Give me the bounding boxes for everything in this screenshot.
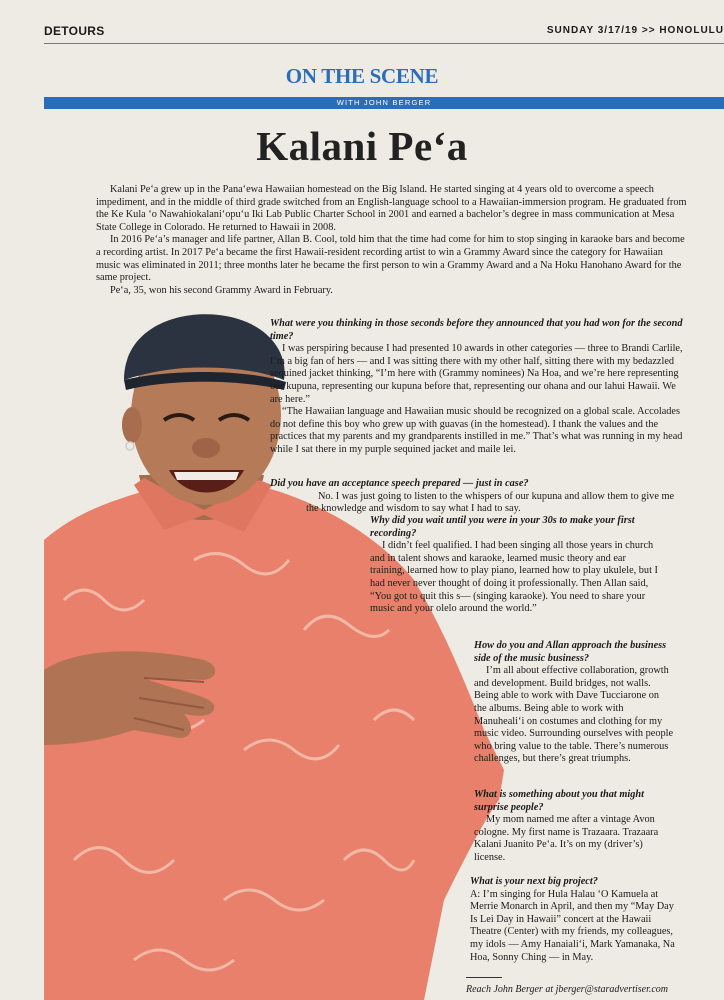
signoff-rule <box>466 977 502 978</box>
signoff: Reach John Berger at jberger@staradvertiser.com <box>466 984 669 995</box>
intro-paragraph: Pe‘a, 35, won his second Grammy Award in February. <box>110 284 333 296</box>
question: Did you have an acceptance speech prepared — just in case? <box>270 478 529 489</box>
qa-block <box>474 789 674 865</box>
intro-text <box>96 184 688 297</box>
header-rule <box>44 43 724 44</box>
intro-paragraph: In 2016 Pe‘a’s manager and life partner, Allan B. Cool, told him that the time had come for him to stop singing in karaoke bars and become a recording artist. In 2017 Pe‘a became the first Hawaii-resident recording artist to win a Grammy Award since the category for Hawaiian music was eliminated in 2011; three months later he became the first person to win a Grammy Award and a Na Hoku Hanohano Award for the same project. <box>96 234 685 284</box>
question: What is something about you that might surprise people? <box>474 789 644 813</box>
answer: My mom named me after a vintage Avon cologne. My first name is Trazaara. Trazaara Kalani Juanito Pe‘a. It’s on my (driver’s) license. <box>474 814 659 863</box>
qa-block <box>474 640 674 766</box>
intro-paragraph: Kalani Pe‘a grew up in the Pana‘ewa Hawaiian homestead on the Big Island. He started singing at 4 years old to overcome a speech impediment, and in the middle of third grade switched from an English-language school to a Hawaiian-immersion program. He graduated from the Ke Kula ‘o Nawahiokalani‘opu‘u Iki Lab Public Charter School in 2001 and earned a bachelor’s degree in mass communication at Mesa State College in Colorado. He returned to Hawaii in 2008. <box>96 184 687 233</box>
answer: I was perspiring because I had presented 10 awards in other categories — three to Brandi Carlile, I’m a big fan of hers — and I was sitting there with my other half, sitting there with my bedazzled sequined jacket thinking, “I’m here with (Grammy nominees) Na Hoa, and we’re here representing our kupuna, representing our kupuna before that, representing our ohana and our lahui Hawaii. We are here.” <box>270 343 683 405</box>
answer: No. I was just going to listen to the whispers of our kupuna and allow them to give me the knowledge and wisdom to say what I had to say. <box>306 490 675 515</box>
question: How do you and Allan approach the business side of the music business? <box>474 640 667 664</box>
answer: I didn’t feel qualified. I had been singing all those years in church and in talent shows and karaoke, learned music theory and ear training, learned how to play piano, learned how to play ukulele, but I had never never thought of doing it professionally. Then Allan said, “You got to quit this s— (singing karaoke). You need to share your music and your olelo around the world.” <box>370 540 658 615</box>
column-kicker: ON THE SCENE <box>285 64 439 88</box>
byline-bar: WITH JOHN BERGER <box>44 97 724 109</box>
answer: A: I’m singing for Hula Halau ‘O Kamuela at Merrie Monarch in April, and then my “May Day Is Lei Day in Hawaii” concert at the Hawaii Theatre (Center) with my friends, my colleagues, my idols — Amy Hanaiali‘i, Mark Yamanaka, Na Hoa, Sonny Ching — in May. <box>470 888 675 963</box>
dateline: SUNDAY 3/17/19 >> HONOLULU <box>546 25 724 36</box>
answer: I’m all about effective collaboration, growth and development. Build bridges, not walls. Being able to work with Dave Tucciarone on the albums. Being able to work with Manuheali‘i on costumes and clothing for my music video. Surrounding ourselves with people who bring value to the table. There’s numerous challenges, but there’s great triumphs. <box>474 665 674 765</box>
answer: “The Hawaiian language and Hawaiian music should be recognized on a global scale. Accolades do not define this boy who grew up with guavas (in the homestead). I thank the values and the practices that my parents and my grandparents instilled in me.” That’s what was running in my head while I sat there in my purple sequined jacket and maile lei. <box>270 406 683 455</box>
qa-block <box>370 515 660 616</box>
qa-block <box>270 318 688 457</box>
question: What is your next big project? <box>470 876 598 887</box>
headline: Kalani Pe‘a <box>256 123 468 169</box>
hand-on-chest <box>44 651 215 745</box>
qa-block <box>270 478 688 516</box>
question: Why did you wait until you were in your 30s to make your first recording? <box>370 515 635 539</box>
page-header <box>0 0 724 46</box>
question: What were you thinking in those seconds before they announced that you had won for the second time? <box>270 318 683 342</box>
qa-block <box>470 876 680 964</box>
section-label: DETOURS <box>44 24 105 38</box>
